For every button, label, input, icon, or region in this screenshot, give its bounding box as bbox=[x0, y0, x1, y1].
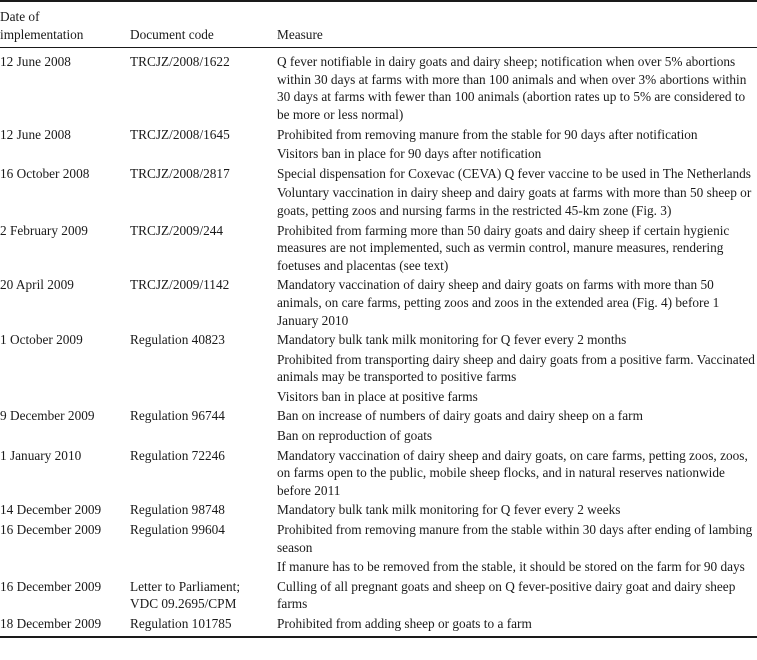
measure-text: Prohibited from farming more than 50 dairy goats and dairy sheep if certain hygienic measures are not implemented, such as vermin control, manure measures, rendering foetuses and placentas (see text) bbox=[277, 222, 730, 273]
cell-document-code: Regulation 40823 bbox=[130, 332, 225, 348]
cell-measure bbox=[277, 445, 757, 500]
cell-measure bbox=[277, 329, 757, 405]
cell-document-code: TRCJZ/2008/2817 bbox=[130, 165, 230, 181]
measure-text: Mandatory vaccination of dairy sheep and dairy goats, on care farms, petting zoos, zoos, on farms open to the public, mobile sheep flocks, and in natural reserves nationwide before 2011 bbox=[277, 447, 748, 498]
table-row bbox=[0, 329, 757, 405]
table-body bbox=[0, 48, 757, 637]
cell-document-code: TRCJZ/2009/1142 bbox=[130, 277, 230, 293]
header-date: Date of implementation bbox=[0, 9, 84, 42]
cell-date: 16 December 2009 bbox=[0, 522, 102, 538]
table-row bbox=[0, 220, 757, 275]
cell-document-code: Regulation 96744 bbox=[130, 408, 225, 424]
cell-measure bbox=[277, 163, 757, 220]
table-row bbox=[0, 274, 757, 329]
cell-document-code: Regulation 101785 bbox=[130, 616, 232, 631]
table-row bbox=[0, 405, 757, 444]
measure-text: Q fever notifiable in dairy goats and dairy sheep; notification when over 5% abortions within 30 days at farms with more than 100 animals and when over 3% abortions within 30 days at farms with fewer than 100 animals (abortion rates up to 5% are considered to be more or less normal) bbox=[277, 54, 747, 122]
cell-date: 12 June 2008 bbox=[0, 54, 71, 70]
measure-text: Visitors ban in place at positive farms bbox=[277, 388, 478, 404]
cell-date: 9 December 2009 bbox=[0, 408, 95, 424]
cell-measure bbox=[277, 499, 757, 519]
measure-text: Voluntary vaccination in dairy sheep and dairy goats at farms with more than 50 sheep or goats, petting zoos and nursing farms in the restricted 45-km zone (Fig. 3) bbox=[277, 185, 752, 218]
cell-document-code: Regulation 99604 bbox=[130, 522, 225, 538]
cell-date: 1 January 2010 bbox=[0, 447, 82, 463]
cell-date: 18 December 2009 bbox=[0, 616, 102, 631]
cell-measure bbox=[277, 576, 757, 613]
measure-text: Visitors ban in place for 90 days after notification bbox=[277, 146, 542, 162]
table-row bbox=[0, 445, 757, 500]
measure-text: Prohibited from removing manure from the stable for 90 days after notification bbox=[277, 126, 698, 142]
measure-text: Prohibited from adding sheep or goats to a farm bbox=[277, 616, 532, 631]
table-row bbox=[0, 499, 757, 519]
table-row bbox=[0, 519, 757, 576]
cell-measure bbox=[277, 48, 757, 124]
measure-text: Culling of all pregnant goats and sheep on Q fever-positive dairy goat and dairy sheep farms bbox=[277, 578, 736, 612]
table-row bbox=[0, 576, 757, 613]
cell-measure bbox=[277, 274, 757, 329]
measure-text: If manure has to be removed from the stable, it should be stored on the farm for 90 days bbox=[277, 559, 745, 575]
table-row bbox=[0, 124, 757, 163]
measure-text: Ban on reproduction of goats bbox=[277, 428, 433, 444]
measure-text: Ban on increase of numbers of dairy goats and dairy sheep on a farm bbox=[277, 408, 643, 424]
cell-date: 1 October 2009 bbox=[0, 332, 83, 348]
table-row bbox=[0, 613, 757, 637]
cell-measure bbox=[277, 220, 757, 275]
cell-measure bbox=[277, 519, 757, 576]
cell-measure bbox=[277, 613, 757, 637]
measure-text: Mandatory bulk tank milk monitoring for Q fever every 2 weeks bbox=[277, 502, 621, 518]
table-header bbox=[0, 1, 757, 48]
cell-document-code: Regulation 72246 bbox=[130, 447, 225, 463]
table-row bbox=[0, 48, 757, 124]
cell-date: 16 October 2008 bbox=[0, 165, 90, 181]
measure-text: Prohibited from removing manure from the stable within 30 days after ending of lambing season bbox=[277, 522, 753, 555]
cell-measure bbox=[277, 405, 757, 444]
measure-text: Mandatory vaccination of dairy sheep and dairy goats on farms with more than 50 animals, on care farms, petting zoos and zoos in the extended area (Fig. 4) before 1 January 2010 bbox=[277, 277, 720, 328]
measure-text: Prohibited from transporting dairy sheep and dairy goats from a positive farm. Vaccinated animals may be transported to positive farms bbox=[277, 351, 755, 385]
header-document-code: Document code bbox=[130, 26, 214, 42]
cell-document-code: Regulation 98748 bbox=[130, 502, 225, 518]
cell-document-code: TRCJZ/2009/244 bbox=[130, 222, 224, 238]
header-measure: Measure bbox=[277, 26, 323, 42]
cell-document-code: TRCJZ/2008/1645 bbox=[130, 126, 230, 142]
cell-document-code: TRCJZ/2008/1622 bbox=[130, 54, 230, 70]
cell-date: 12 June 2008 bbox=[0, 126, 71, 142]
cell-date: 14 December 2009 bbox=[0, 502, 102, 518]
cell-measure bbox=[277, 124, 757, 163]
cell-date: 2 February 2009 bbox=[0, 222, 88, 238]
header-row bbox=[0, 1, 757, 48]
cell-document-code: Letter to Parliament; VDC 09.2695/CPM bbox=[130, 578, 241, 612]
cell-date: 20 April 2009 bbox=[0, 277, 74, 293]
measure-text: Special dispensation for Coxevac (CEVA) Q fever vaccine to be used in The Netherlands bbox=[277, 165, 751, 181]
table-row bbox=[0, 163, 757, 220]
cell-date: 16 December 2009 bbox=[0, 578, 102, 594]
measure-text: Mandatory bulk tank milk monitoring for Q fever every 2 months bbox=[277, 332, 627, 348]
